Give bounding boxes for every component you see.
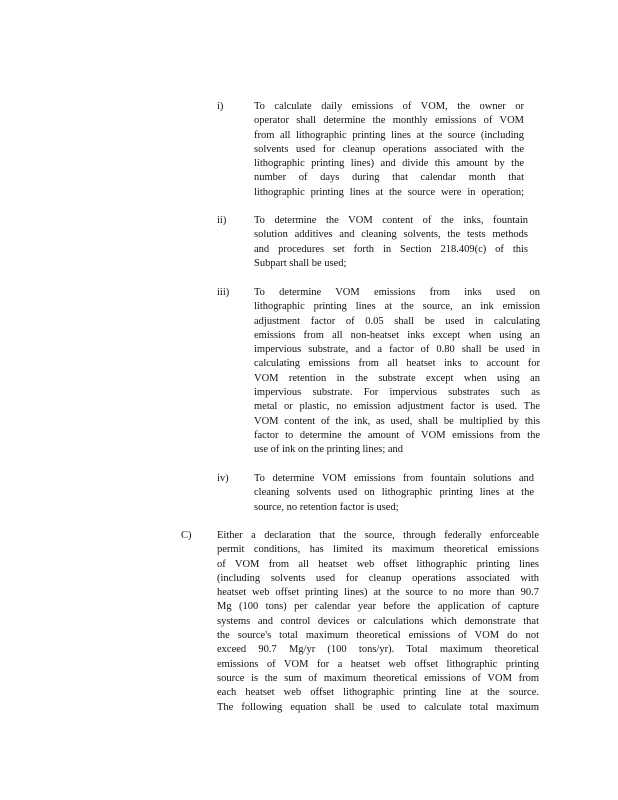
text-line: impervious substrate. For impervious substrates such as (254, 387, 540, 399)
text-line: adjustment factor of 0.05 shall be used in calculating (254, 315, 540, 327)
paragraph (254, 472, 534, 515)
text-line: Mg (100 tons) per calendar year before the application of capture (217, 601, 539, 613)
text-line: from all lithographic printing lines at the source (including (254, 129, 524, 141)
paragraph (254, 214, 528, 271)
text-line: emissions from all non-heatset inks except when using an (254, 329, 540, 341)
text-line: systems and control devices or calculations which demonstrate that (217, 615, 539, 627)
text-line: use of ink on the printing lines; and (254, 444, 404, 456)
text-line: the source's total maximum theoretical emissions of VOM do not (217, 630, 539, 642)
text-line: metal or plastic, no emission adjustment factor is used. The (254, 401, 540, 413)
text-line: source, no retention factor is used; (254, 501, 399, 513)
text-line: calculating emissions from all heatset inks to account for (254, 358, 540, 370)
text-line: permit conditions, has limited its maximum theoretical emissions (217, 544, 539, 556)
text-line: each heatset web offset lithographic printing line at the source. (217, 687, 539, 699)
text-line: heatset web offset printing lines) at the source to no more than 90.7 (217, 587, 539, 599)
paragraph (254, 100, 524, 200)
text-line: lithographic printing lines at the source were in operation; (254, 186, 524, 198)
text-line: The following equation shall be used to calculate total maximum (217, 701, 539, 713)
text-line: factor to determine the amount of VOM emissions from the (254, 429, 540, 441)
list-marker: i) (217, 101, 224, 112)
list-marker: C) (181, 530, 192, 541)
text-line: impervious substrate, and a factor of 0.80 shall be used in (254, 344, 540, 356)
paragraph (217, 529, 539, 715)
text-line: (including solvents used for cleanup operations associated with (217, 572, 539, 584)
text-line: To determine VOM emissions from fountain solutions and (254, 473, 534, 484)
text-line: To calculate daily emissions of VOM, the owner or (254, 101, 524, 112)
text-line: solution additives and cleaning solvents, the tests methods (254, 229, 528, 241)
text-line: emissions of VOM for a heatset web offset lithographic printing (217, 658, 539, 670)
text-line: VOM retention in the substrate except when using an (254, 372, 540, 384)
text-line: lithographic printing lines) and divide this amount by the (254, 158, 524, 170)
list-marker: ii) (217, 215, 227, 226)
text-line: exceed 90.7 Mg/yr (100 tons/yr). Total maximum theoretical (217, 644, 539, 656)
text-line: To determine the VOM content of the inks, fountain (254, 215, 528, 226)
text-line: and procedures set forth in Section 218.409(c) of this (254, 243, 528, 255)
text-line: number of days during that calendar month that (254, 172, 524, 184)
text-line: operator shall determine the monthly emissions of VOM (254, 115, 524, 127)
text-line: source is the sum of maximum theoretical emissions of VOM from (217, 672, 539, 684)
paragraph (254, 286, 540, 458)
text-line: To determine VOM emissions from inks used on (254, 287, 540, 298)
text-line: cleaning solvents used on lithographic printing lines at the (254, 487, 534, 499)
list-marker: iii) (217, 287, 230, 298)
text-line: solvents used for cleanup operations associated with the (254, 143, 524, 155)
list-marker: iv) (217, 473, 229, 484)
text-line: Subpart shall be used; (254, 257, 347, 269)
text-line: Either a declaration that the source, through federally enforceable (217, 530, 539, 541)
text-line: of VOM from all heatset web offset lithographic printing lines (217, 558, 539, 570)
text-line: VOM content of the ink, as used, shall be multiplied by this (254, 415, 540, 427)
text-line: lithographic printing lines at the source, an ink emission (254, 301, 540, 313)
